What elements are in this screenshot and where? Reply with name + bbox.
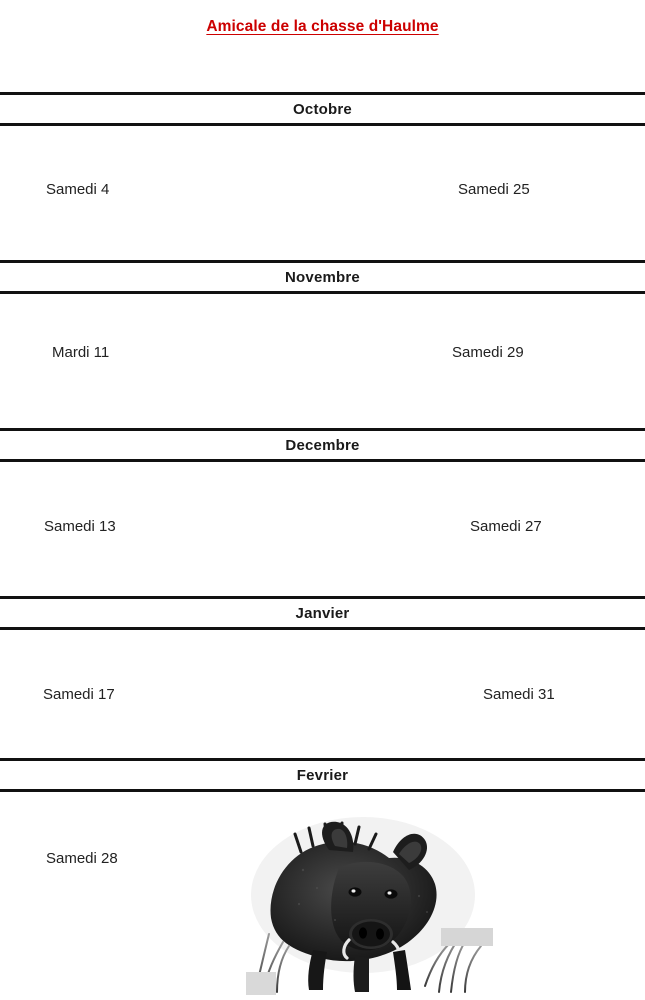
date-item: Samedi 4: [46, 181, 110, 198]
page-title: Amicale de la chasse d'Haulme: [206, 18, 439, 35]
image-artifact-block-right: [441, 928, 493, 946]
title-area: [0, 0, 645, 46]
dates-row-novembre: [0, 294, 645, 428]
date-item: Samedi 29: [452, 344, 524, 361]
hunt-schedule: [0, 92, 645, 912]
date-item: Samedi 25: [458, 181, 530, 198]
month-heading-novembre: Novembre: [285, 269, 360, 286]
month-heading-octobre: Octobre: [293, 101, 352, 118]
date-item: Samedi 17: [43, 686, 115, 703]
dates-row-decembre: [0, 462, 645, 596]
date-item: Samedi 28: [46, 850, 118, 867]
month-heading-fevrier: Fevrier: [296, 767, 349, 784]
date-item: Samedi 13: [44, 518, 116, 535]
wild-boar-icon: [243, 800, 493, 995]
date-item: Samedi 27: [470, 518, 542, 535]
month-heading-janvier: Janvier: [295, 605, 350, 622]
image-artifact-block-bottom: [246, 972, 276, 995]
date-item: Samedi 31: [483, 686, 555, 703]
dates-row-octobre: [0, 126, 645, 260]
date-item: Mardi 11: [52, 344, 110, 361]
dates-row-janvier: [0, 630, 645, 758]
month-heading-decembre: Decembre: [285, 437, 360, 454]
